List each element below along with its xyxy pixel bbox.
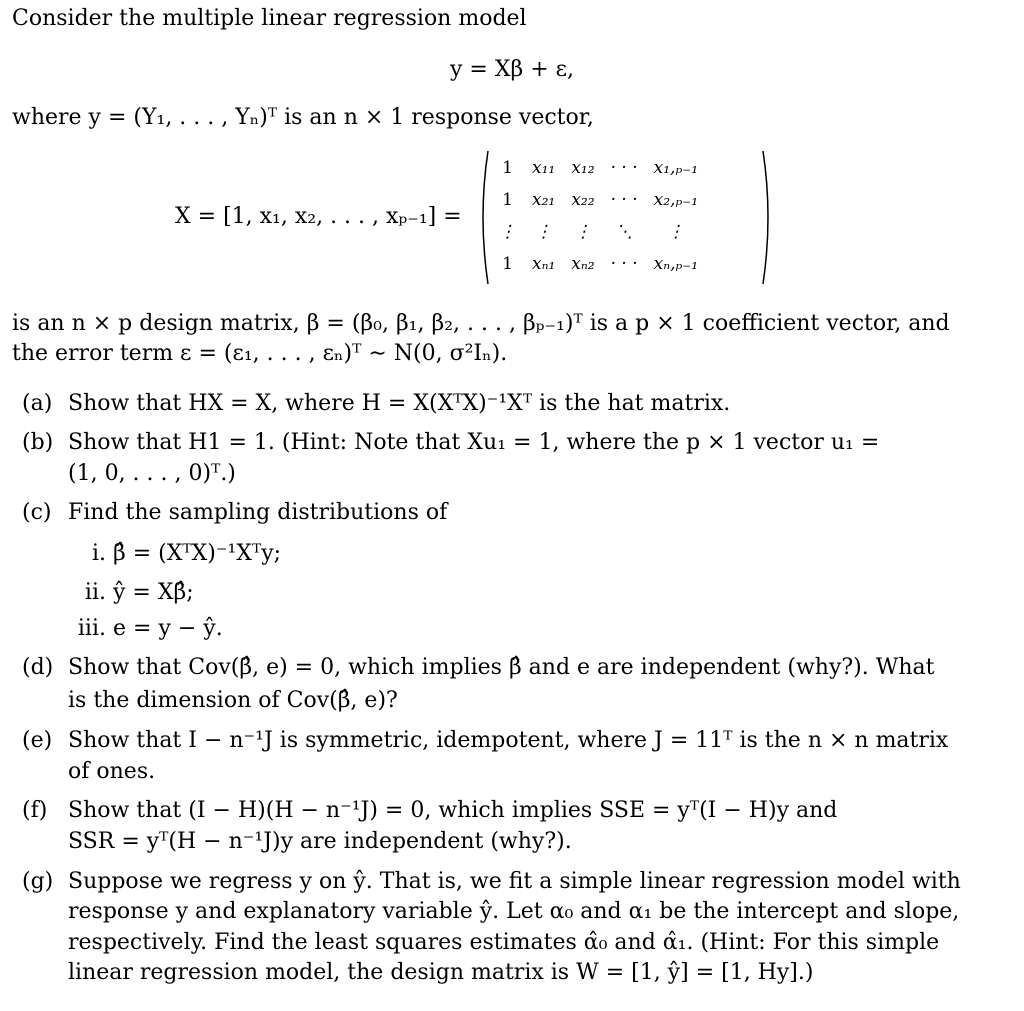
part-e-text-1: Show that I − n⁻¹J is symmetric, idempotent, where J = 11ᵀ is the n × n matrix xyxy=(68,728,949,753)
part-f-text-1: Show that (I − H)(H − n⁻¹J) = 0, which implies SSE = yᵀ(I − H)y and xyxy=(68,798,838,823)
matrix-row xyxy=(491,216,706,248)
matrix-cell: ⋮ xyxy=(574,222,592,242)
part-g-text-2: response y and explanatory variable ŷ. Let α₀ and α₁ be the intercept and slope, xyxy=(68,899,960,924)
part-a xyxy=(22,389,730,419)
where-line: where y = (Y₁, . . . , Yₙ)ᵀ is an n × 1 response vector, xyxy=(12,105,594,130)
matrix-cell: x₂,ₚ₋₁ xyxy=(653,190,699,210)
part-c-iii-label: iii. xyxy=(77,616,106,641)
part-a-label: (a) xyxy=(22,391,53,416)
model-equation: y = Xβ + ε, xyxy=(449,57,575,82)
intro-text: Consider the multiple linear regression model xyxy=(12,6,527,31)
part-c-ii-text: ŷ = Xβ̂; xyxy=(113,580,194,605)
matrix-cell: · · · xyxy=(610,158,638,178)
design-matrix xyxy=(477,150,777,285)
part-c-iii xyxy=(76,614,223,644)
part-c-i-text: β̂ = (XᵀX)⁻¹Xᵀy; xyxy=(113,541,282,566)
matrix-cell: ⋱ xyxy=(615,222,633,242)
part-b-label: (b) xyxy=(22,430,54,455)
left-paren xyxy=(477,150,489,285)
part-f xyxy=(22,796,837,826)
matrix-cell: x₂₂ xyxy=(571,190,595,210)
part-e-text-2: of ones. xyxy=(68,759,156,784)
matrix-cell: x₁,ₚ₋₁ xyxy=(653,158,699,178)
part-c-iii-text: e = y − ŷ. xyxy=(113,616,223,641)
part-a-text: Show that HX = X, where H = X(XᵀX)⁻¹Xᵀ is the hat matrix. xyxy=(68,391,731,416)
matrix-cell: xₙ,ₚ₋₁ xyxy=(653,254,699,274)
part-g-text-1: Suppose we regress y on ŷ. That is, we fit a simple linear regression model with xyxy=(68,869,961,894)
matrix-cell: · · · xyxy=(610,190,638,210)
matrix-row xyxy=(491,248,706,280)
part-b-text-1: Show that H1 = 1. (Hint: Note that Xu₁ = 1, where the p × 1 vector u₁ = xyxy=(68,430,880,455)
part-e xyxy=(22,726,948,756)
part-c-i-label: i. xyxy=(91,541,106,566)
part-g-label: (g) xyxy=(22,869,54,894)
description-line-1: is an n × p design matrix, β = (β₀, β₁, β₂, . . . , βₚ₋₁)ᵀ is a p × 1 coefficient vector, and xyxy=(12,311,950,336)
part-d-text-2: is the dimension of Cov(β̂, e)? xyxy=(68,688,398,713)
part-g xyxy=(22,867,961,897)
part-d-label: (d) xyxy=(22,655,54,680)
part-c-i xyxy=(76,539,281,569)
part-f-label: (f) xyxy=(22,798,48,823)
part-g-text-4: linear regression model, the design matrix is W = [1, ŷ] = [1, Hy].) xyxy=(68,960,814,985)
matrix-row xyxy=(491,184,706,216)
part-e-label: (e) xyxy=(22,728,53,753)
matrix-cell: xₙ₁ xyxy=(532,254,556,274)
matrix-table xyxy=(491,152,706,280)
matrix-cell: 1 xyxy=(502,190,513,210)
part-f-text-2: SSR = yᵀ(H − n⁻¹J)y are independent (why?). xyxy=(68,829,572,854)
matrix-row xyxy=(491,152,706,184)
part-g-text-3: respectively. Find the least squares estimates α̂₀ and α̂₁. (Hint: For this simple xyxy=(68,930,940,955)
part-c-label: (c) xyxy=(22,500,52,525)
matrix-cell: ⋮ xyxy=(535,222,553,242)
part-d xyxy=(22,653,934,683)
matrix-cell: ⋮ xyxy=(499,222,516,242)
part-b-text-2: (1, 0, . . . , 0)ᵀ.) xyxy=(68,461,236,486)
part-b xyxy=(22,428,879,458)
part-c-ii-label: ii. xyxy=(84,580,106,605)
right-paren xyxy=(762,150,774,285)
design-matrix-label: X = [1, x₁, x₂, . . . , xₚ₋₁] = xyxy=(175,204,462,229)
matrix-cell: x₁₁ xyxy=(532,158,556,178)
matrix-cell: 1 xyxy=(502,158,513,178)
part-c-text: Find the sampling distributions of xyxy=(68,500,448,525)
matrix-cell: x₂₁ xyxy=(532,190,556,210)
matrix-cell: ⋮ xyxy=(667,222,685,242)
matrix-cell: xₙ₂ xyxy=(571,254,595,274)
part-c-ii xyxy=(76,578,194,608)
description-line-2: the error term ε = (ε₁, . . . , εₙ)ᵀ ∼ N(0, σ²Iₙ). xyxy=(12,341,508,366)
matrix-cell: · · · xyxy=(610,254,638,274)
matrix-cell: x₁₂ xyxy=(571,158,595,178)
part-c xyxy=(22,498,447,528)
matrix-cell: 1 xyxy=(502,254,513,274)
part-d-text-1: Show that Cov(β̂, e) = 0, which implies β̂ and e are independent (why?). What xyxy=(68,655,935,680)
